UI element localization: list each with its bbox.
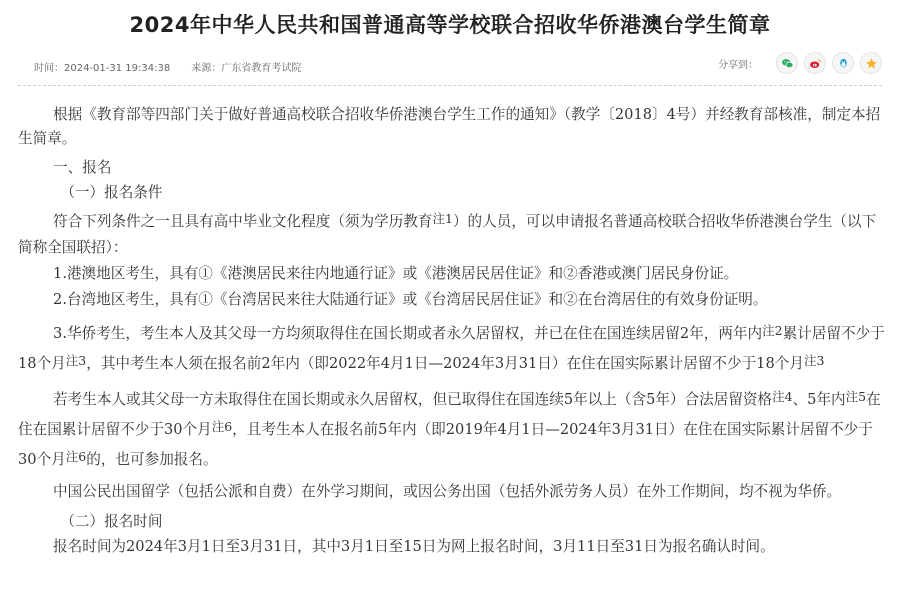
footnote-ref: 注3 — [803, 353, 825, 368]
publish-time: 时间：2024-01-31 19:34:38 — [34, 63, 171, 74]
share-label: 分享到： — [718, 59, 758, 71]
subsection-heading-time: （二）报名时间 — [60, 513, 163, 530]
article-source: 来源：广东省教育考试院 — [191, 63, 302, 74]
alternative-condition-paragraph: 若考生本人或其父母一方未取得住在国长期或永久居留权，但已取得住在国连续5年以上（含5年）合法居留资格$^{注4}$、5年内$^{注5}$在住在国累计居留不少于30个月$^{注6}$，且考生本人在报名前5年内（即2019年4月1日—2024年3月31日）在住在国实际累计居留不少于30个月$^{注6}$的，也可参加报名。 — [18, 389, 881, 468]
overseas-study-note: 中国公民出国留学（包括公派和自费）在外学习期间，或因公务出国（包括外派劳务人员）在外工作期间，均不视为华侨。 — [53, 483, 842, 500]
footnote-ref: 注6 — [211, 419, 233, 434]
registration-time-paragraph: 报名时间为2024年3月1日至3月31日，其中3月1日至15日为网上报名时间，3月11日至31日为报名确认时间。 — [53, 538, 775, 555]
weibo-share-button[interactable] — [804, 52, 826, 74]
header-divider — [18, 85, 882, 86]
condition-item-2: 2.台湾地区考生，具有①《台湾居民来往大陆通行证》或《台湾居民居住证》和②在台湾居住的有效身份证明。 — [53, 291, 768, 308]
article-title: 2024年中华人民共和国普通高等学校联合招收华侨港澳台学生简章 — [129, 13, 771, 37]
footnote-ref: 注3 — [65, 353, 87, 368]
article-meta — [34, 59, 319, 74]
footnote-ref: 注2 — [762, 323, 783, 338]
condition-item-1: 1.港澳地区考生，具有①《港澳居民来往内地通行证》或《港澳居民居住证》和②香港或澳门居民身份证。 — [53, 265, 739, 282]
condition-item-3: 3.华侨考生，考生本人及其父母一方均须取得住在国长期或者永久居留权，并已在住在国连续居留2年，两年内$^{注2}$累计居留不少于18个月$^{注3}$，其中考生本人须在报名前2年内（即2022年4月1日—2024年3月31日）在住在国实际累计居留不少于18个月$^{注3}$ — [18, 323, 885, 372]
qzone-share-button[interactable] — [860, 52, 882, 74]
share-bar — [718, 52, 882, 74]
footnote-ref: 注5 — [845, 389, 867, 404]
qzone-icon — [865, 57, 878, 70]
footnote-ref: 注4 — [772, 389, 793, 404]
footnote-ref: 注6 — [65, 449, 87, 464]
wechat-share-button[interactable] — [776, 52, 798, 74]
wechat-icon — [781, 57, 794, 70]
section-heading-registration: 一、报名 — [53, 159, 112, 176]
subsection-heading-conditions: （一）报名条件 — [60, 184, 163, 201]
intro-paragraph: 根据《教育部等四部门关于做好普通高校联合招收华侨港澳台学生工作的通知》（教学〔2018〕4号）并经教育部核准，制定本招生简章。 — [18, 106, 881, 147]
conditions-paragraph: 符合下列条件之一且具有高中毕业文化程度（须为学历教育$^{注1}$）的人员，可以申请报名普通高校联合招收华侨港澳台学生（以下简称全国联招）： — [18, 211, 877, 256]
article-body — [18, 103, 888, 560]
qq-share-button[interactable] — [832, 52, 854, 74]
weibo-icon — [809, 57, 822, 70]
footnote-ref: 注1 — [432, 211, 453, 226]
qq-icon — [837, 57, 850, 70]
